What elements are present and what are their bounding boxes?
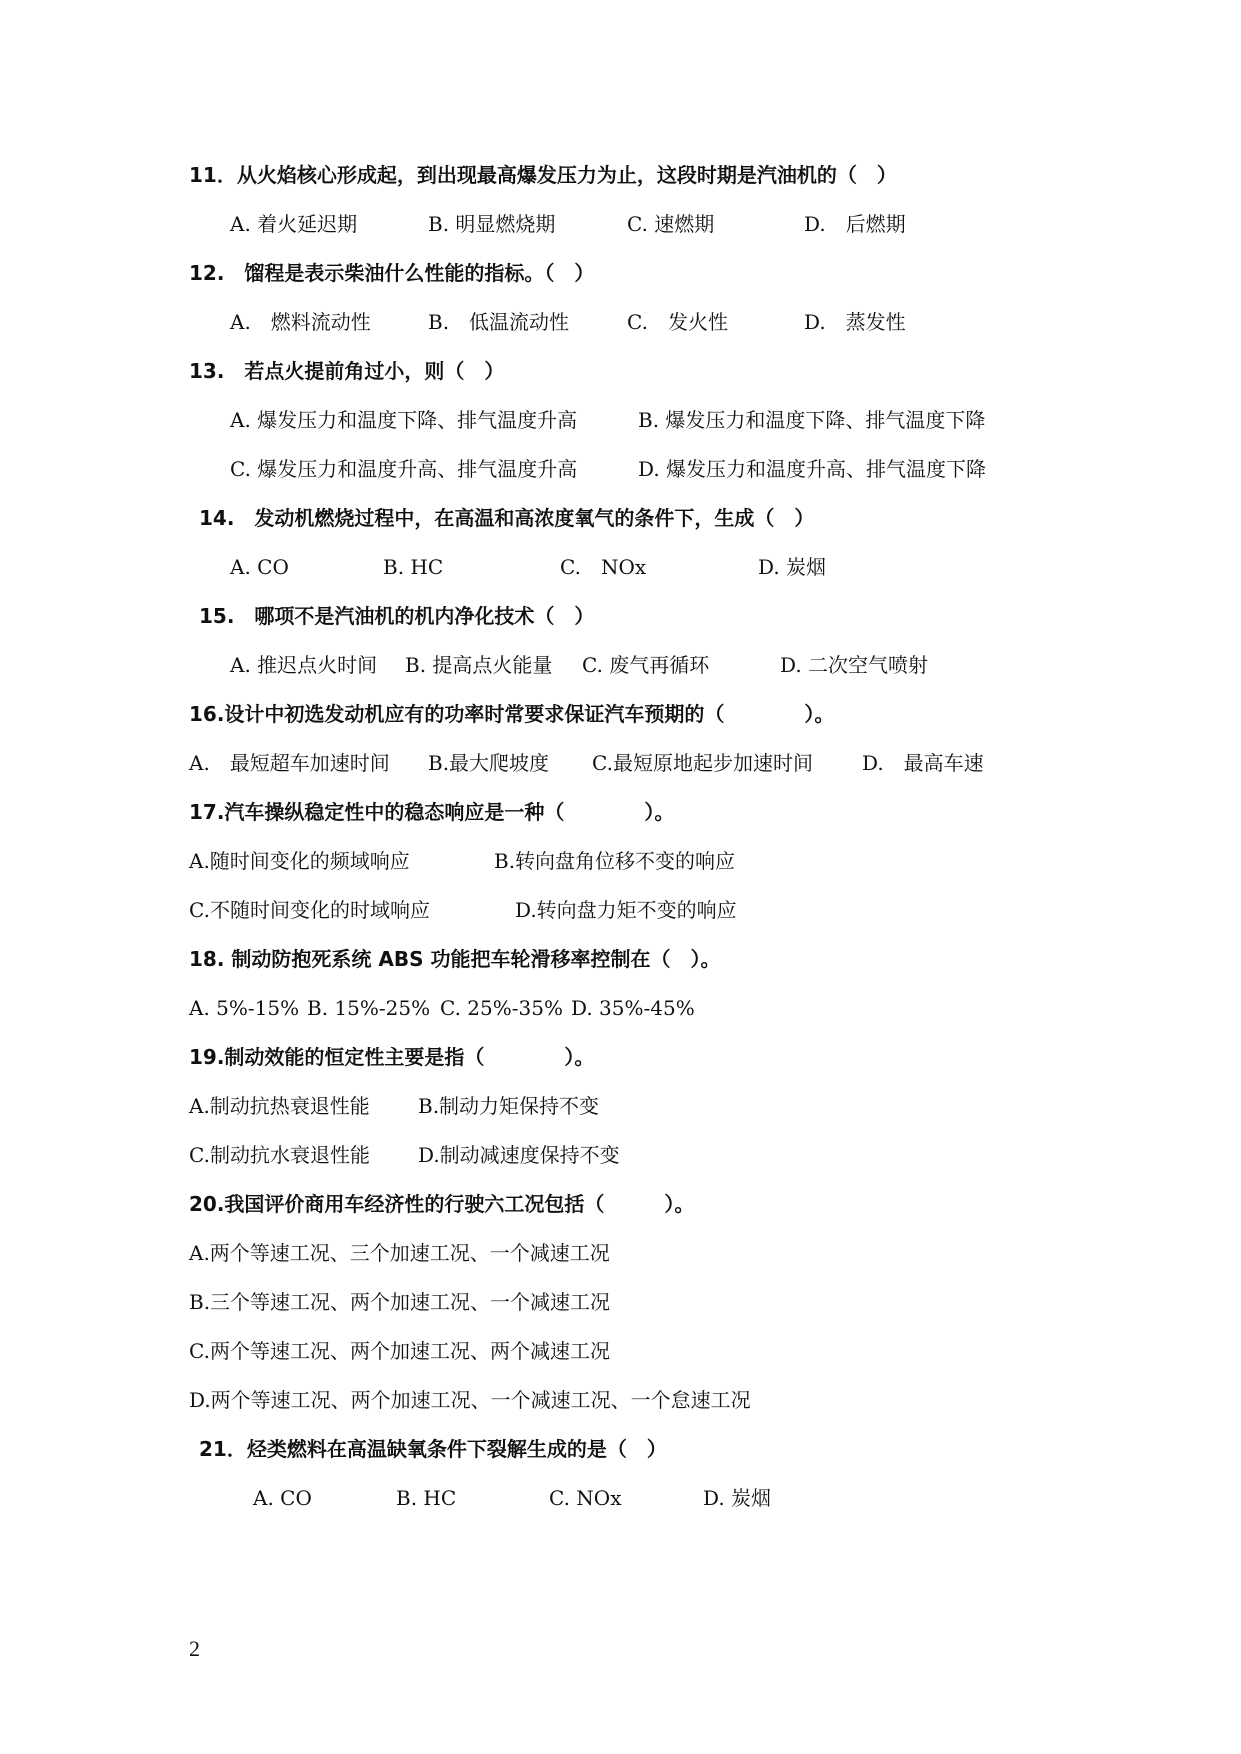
question-16: 16.设计中初选发动机应有的功率时常要求保证汽车预期的（ ）。 — [189, 702, 835, 726]
question-20: 20.我国评价商用车经济性的行驶六工况包括（ ）。 — [189, 1192, 695, 1216]
q12-option-c: C. 发火性 — [627, 310, 728, 334]
q16-option-b: B.最大爬坡度 — [428, 751, 550, 775]
q15-option-d: D. 二次空气喷射 — [780, 653, 929, 677]
q17-option-c: C.不随时间变化的时域响应 — [189, 898, 430, 922]
q19-option-a: A.制动抗热衰退性能 — [189, 1094, 370, 1118]
question-14: 14. 发动机燃烧过程中，在高温和高浓度氧气的条件下，生成（ ） — [199, 506, 815, 530]
q11-option-b: B. 明显燃烧期 — [428, 212, 556, 236]
q13-option-c: C. 爆发压力和温度升高、排气温度升高 — [230, 457, 578, 481]
q18-option-d: D. 35%-45% — [571, 996, 695, 1020]
q12-option-d: D. 蒸发性 — [804, 310, 906, 334]
question-18: 18. 制动防抱死系统 ABS 功能把车轮滑移率控制在（ ）。 — [189, 947, 721, 971]
q13-option-a: A. 爆发压力和温度下降、排气温度升高 — [230, 408, 578, 432]
q21-option-a: A. CO — [253, 1486, 312, 1510]
q11-option-a: A. 着火延迟期 — [230, 212, 358, 236]
q14-option-d: D. 炭烟 — [758, 555, 827, 579]
q20-option-d: D.两个等速工况、两个加速工况、一个减速工况、一个怠速工况 — [189, 1388, 751, 1412]
q13-option-d: D. 爆发压力和温度升高、排气温度下降 — [638, 457, 987, 481]
q19-option-d: D.制动减速度保持不变 — [418, 1143, 620, 1167]
question-11: 11．从火焰核心形成起，到出现最高爆发压力为止，这段时期是汽油机的（ ） — [189, 163, 897, 187]
q20-option-a: A.两个等速工况、三个加速工况、一个减速工况 — [189, 1241, 610, 1265]
q12-option-b: B. 低温流动性 — [428, 310, 570, 334]
q18-option-a: A. 5%-15% — [189, 996, 300, 1020]
q14-option-b: B. HC — [383, 555, 444, 579]
q16-option-c: C.最短原地起步加速时间 — [592, 751, 813, 775]
q12-option-a: A. 燃料流动性 — [230, 310, 371, 334]
q14-option-c: C. NOx — [560, 555, 647, 579]
q16-option-d: D. 最高车速 — [862, 751, 984, 775]
q19-option-b: B.制动力矩保持不变 — [418, 1094, 600, 1118]
q19-option-c: C.制动抗水衰退性能 — [189, 1143, 370, 1167]
q11-option-d: D. 后燃期 — [804, 212, 906, 236]
page-number: 2 — [189, 1636, 200, 1661]
q15-option-b: B. 提高点火能量 — [405, 653, 553, 677]
question-13: 13. 若点火提前角过小，则（ ） — [189, 359, 505, 383]
q15-option-c: C. 废气再循环 — [582, 653, 710, 677]
question-17: 17.汽车操纵稳定性中的稳态响应是一种（ ）。 — [189, 800, 675, 824]
q17-option-d: D.转向盘力矩不变的响应 — [515, 898, 737, 922]
q21-option-b: B. HC — [396, 1486, 457, 1510]
q18-option-c: C. 25%-35% — [440, 996, 563, 1020]
q21-option-d: D. 炭烟 — [703, 1486, 772, 1510]
q20-option-b: B.三个等速工况、两个加速工况、一个减速工况 — [189, 1290, 611, 1314]
question-21: 21．烃类燃料在高温缺氧条件下裂解生成的是（ ） — [199, 1437, 667, 1461]
question-12: 12. 馏程是表示柴油什么性能的指标。（ ） — [189, 261, 595, 285]
q16-option-a: A. 最短超车加速时间 — [189, 751, 390, 775]
q13-option-b: B. 爆发压力和温度下降、排气温度下降 — [638, 408, 986, 432]
question-15: 15. 哪项不是汽油机的机内净化技术（ ） — [199, 604, 595, 628]
q17-option-b: B.转向盘角位移不变的响应 — [494, 849, 736, 873]
q14-option-a: A. CO — [230, 555, 289, 579]
q15-option-a: A. 推迟点火时间 — [230, 653, 378, 677]
q11-option-c: C. 速燃期 — [627, 212, 715, 236]
question-19: 19.制动效能的恒定性主要是指（ ）。 — [189, 1045, 595, 1069]
q17-option-a: A.随时间变化的频域响应 — [189, 849, 410, 873]
q20-option-c: C.两个等速工况、两个加速工况、两个减速工况 — [189, 1339, 610, 1363]
q18-option-b: B. 15%-25% — [307, 996, 431, 1020]
q21-option-c: C. NOx — [549, 1486, 622, 1510]
